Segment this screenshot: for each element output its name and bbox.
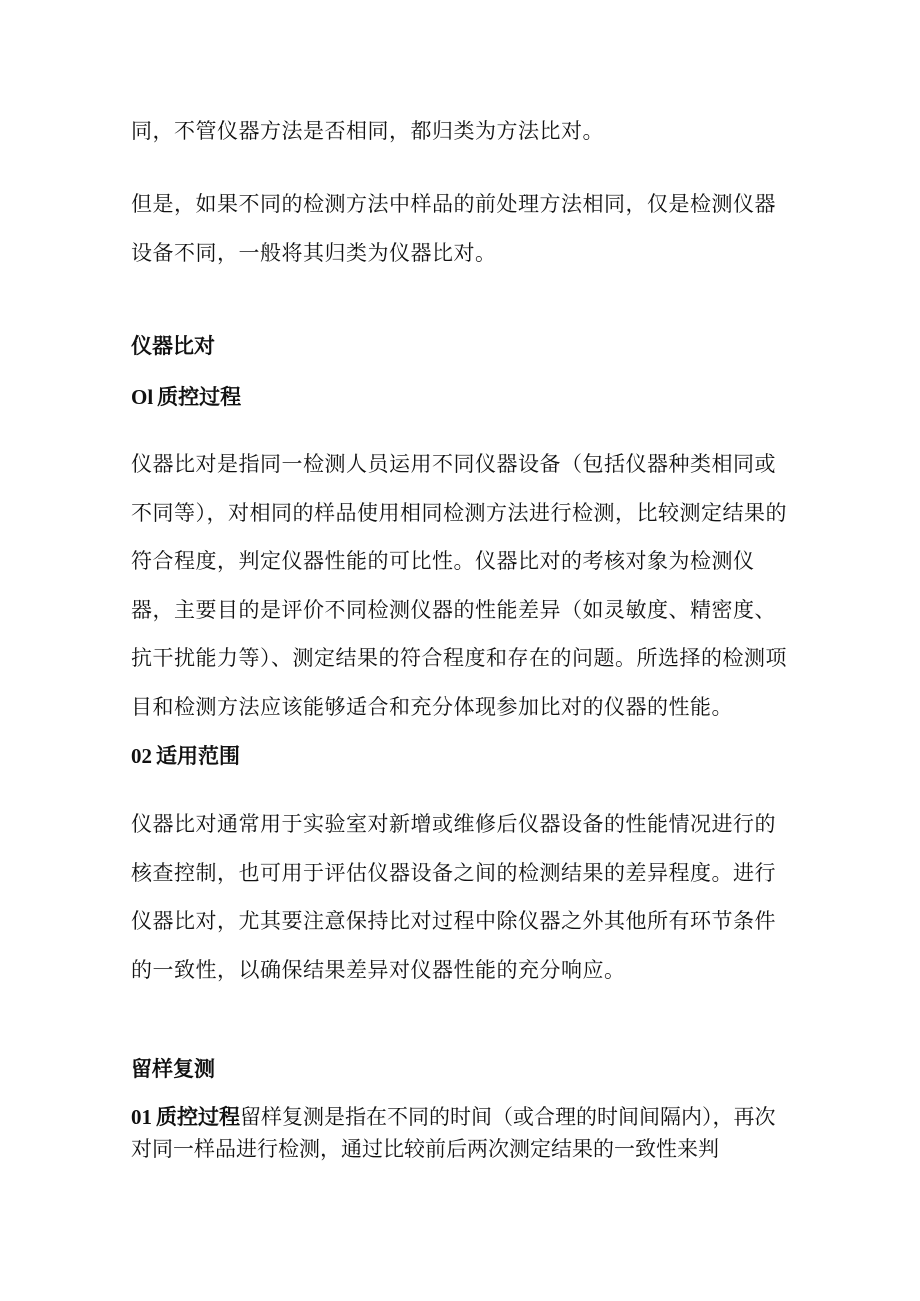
subheading-number: 01 [131,1105,152,1129]
subheading-number: Ol [131,385,154,409]
subheading-scope [131,741,240,771]
paragraph-instrument-comparison-scope: 仪器比对通常用于实验室对新增或维修后仪器设备的性能情况进行的核查控制，也可用于评估仪器设备之间的检测结果的差异程度。进行仪器比对，尤其要注意保持比对过程中除仪器之外其他所有环节条件的一致性，以确保结果差异对仪器性能的充分响应。 [131,812,776,982]
paragraph-instrument-comparison-definition: 仪器比对是指同一检测人员运用不同仪器设备（包括仪器种类相同或不同等），对相同的样品使用相同检测方法进行检测，比较测定结果的符合程度，判定仪器性能的可比性。仪器比对的考核对象为检测仪器，主要目的是评价不同检测仪器的性能差异（如灵敏度、精密度、抗干扰能力等）、测定结果的符合程度和存在的问题。所选择的检测项目和检测方法应该能够适合和充分体现参加比对的仪器的性能。 [131,452,787,719]
paragraph-instrument-classification: 但是，如果不同的检测方法中样品的前处理方法相同，仅是检测仪器设备不同，一般将其归类为仪器比对。 [131,192,776,265]
subheading-quality-control-process [131,382,241,412]
paragraph-body: 留样复测是指在不同的时间（或合理的时间间隔内），再次对同一样品进行检测，通过比较前后两次测定结果的一致性来判 [131,1105,776,1161]
paragraph-method-comparison-end: 同，不管仪器方法是否相同，都归类为方法比对。 [131,119,604,143]
section-title-sample-retest: 留样复测 [131,1057,215,1081]
subheading-label: 适用范围 [156,744,240,768]
subheading-label: 质控过程 [156,1105,240,1129]
paragraph-sample-retest-definition [131,1101,791,1165]
subheading-number: 02 [131,744,152,768]
section-title-instrument-comparison: 仪器比对 [131,334,215,358]
subheading-label: 质控过程 [157,385,242,409]
